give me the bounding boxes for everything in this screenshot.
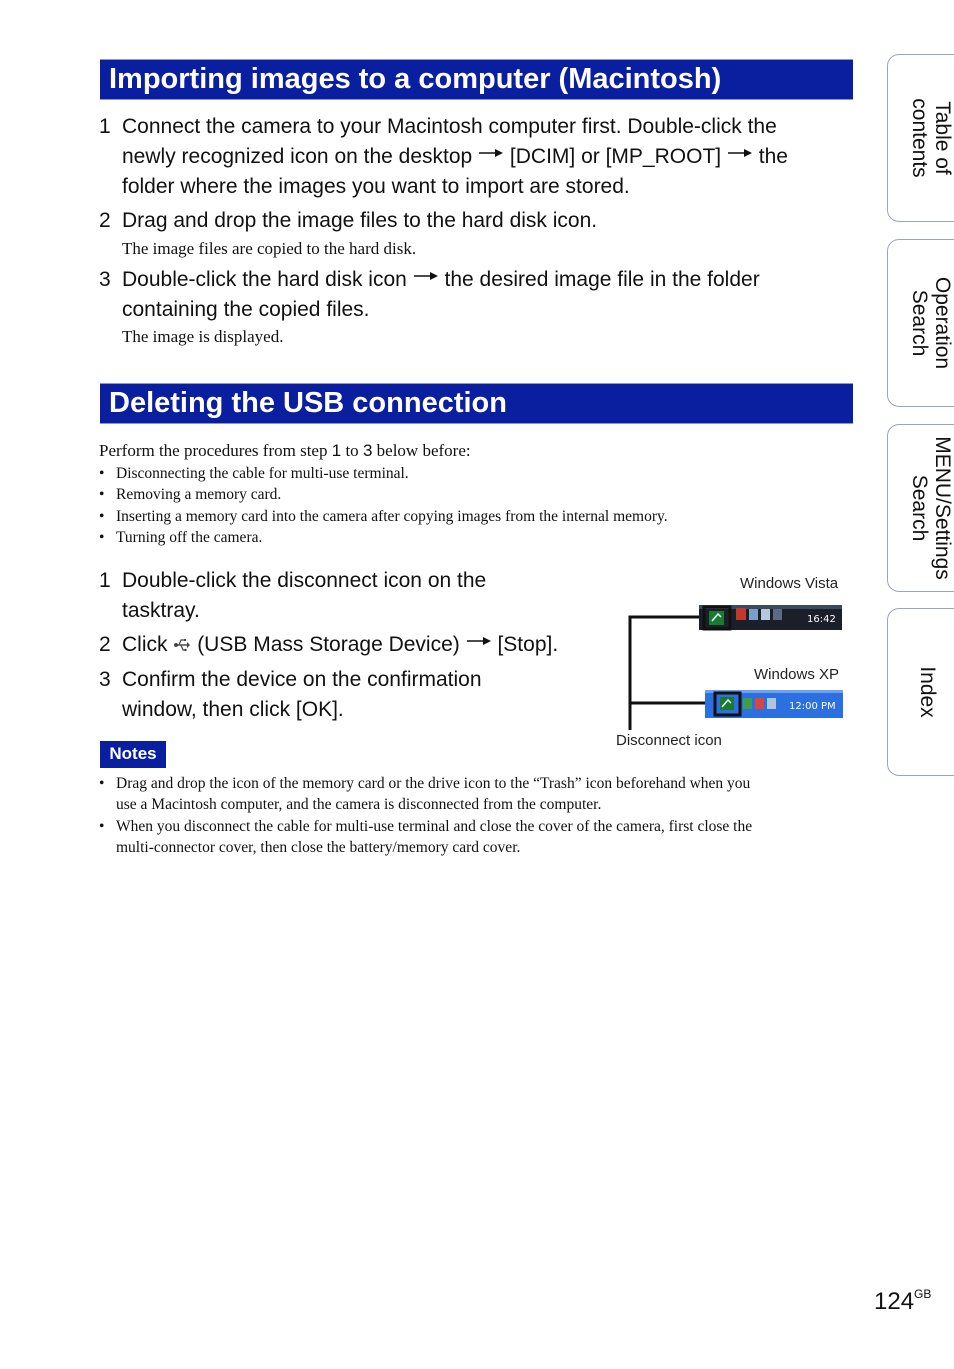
disconnect-icon [709,611,724,625]
step-text: the desired image file in the folder [444,268,760,291]
step-number: 1 [99,569,111,592]
windows-vista-label: Windows Vista [740,575,839,592]
import-step-2 [99,206,859,236]
tab-label: Search [908,474,931,542]
note-item: • Drag and drop the icon of the memory card or the drive icon to the “Trash” icon beforehand when you use a Macintosh computer, and the camera is disconnected from the computer. [99,775,751,813]
bullet-text: Inserting a memory card into the camera after copying images from the internal memory. [116,508,668,525]
step-text: [DCIM] or [MP_ROOT] [509,145,722,168]
tab-label: Table of [931,101,954,175]
intro-part: to [341,441,363,460]
tab-label: contents [908,98,931,178]
intro-step-ref: 3 [362,441,373,460]
step-text: tasktray. [122,599,200,622]
tab-label: Operation [931,276,954,370]
usb-step-3 [99,665,599,725]
import-step-1 [99,112,859,202]
windows-xp-label: Windows XP [754,666,840,683]
intro-step-ref: 1 [331,441,342,460]
tab-index[interactable] [887,608,954,776]
disconnect-icon-label: Disconnect icon [616,732,722,749]
section-title-usb: Deleting the USB connection [100,383,853,424]
bullet-text: Turning off the camera. [116,529,263,546]
step-text: Double-click the disconnect icon on the [122,569,487,592]
step-number: 1 [99,115,111,138]
step-text: window, then click [OK]. [122,698,344,721]
step-text: Confirm the device on the confirmation [122,668,482,691]
step-text: Drag and drop the image files to the hard disk icon. [122,209,598,232]
page-number [874,1288,931,1316]
tasktray-figure [600,595,850,735]
step-note: The image is displayed. [122,327,284,346]
step-note: The image files are copied to the hard disk. [122,239,417,258]
bullet-text: Disconnecting the cable for multi-use terminal. [116,465,409,482]
list-item: • Disconnecting the cable for multi-use terminal. [99,463,839,484]
vista-clock: 16:42 [807,614,836,625]
intro-part: Perform the procedures from step [99,441,332,460]
step-number: 2 [99,633,111,656]
tab-label: MENU/Settings [931,436,954,580]
page-number-suffix: GB [914,1287,932,1301]
list-item: • Turning off the camera. [99,527,839,548]
list-item: • Removing a memory card. [99,484,839,505]
import-step-3 [99,265,859,325]
note-text: multi-connector cover, then close the battery/memory card cover. [116,839,521,856]
step-number: 3 [99,268,111,291]
notes-badge: Notes [100,741,166,768]
tab-operation-search[interactable] [887,239,954,407]
tab-label: Index [916,666,939,718]
step-text: Click [122,633,168,656]
tab-label: Search [908,289,931,357]
right-arrow-icon [466,636,492,646]
list-item: • Inserting a memory card into the camera after copying images from the internal memory. [99,506,839,527]
usb-icon [173,636,191,654]
step-text: Double-click the hard disk icon [122,268,407,291]
step-text: (USB Mass Storage Device) [197,633,460,656]
right-arrow-icon [478,148,504,158]
step-text: containing the copied files. [122,298,370,321]
usb-step-2 [99,630,599,660]
right-arrow-icon [727,148,753,158]
step-text: Connect the camera to your Macintosh computer first. Double-click the [122,115,777,138]
right-arrow-icon [413,271,439,281]
tab-table-of-contents[interactable] [887,54,954,222]
step-text: [Stop]. [497,633,559,656]
note-item: • When you disconnect the cable for multi-use terminal and close the cover of the camera, first close the multi-connector cover, then close the battery/memory card cover. [99,818,753,856]
step-number: 2 [99,209,111,232]
step-text: folder where the images you want to import are stored. [122,175,630,198]
step-text: the [758,145,788,168]
intro-text [99,440,799,462]
intro-part: below before: [372,441,471,460]
tab-menu-settings-search[interactable] [887,424,954,592]
note-text: use a Macintosh computer, and the camera is disconnected from the computer. [116,796,602,813]
bullet-text: Removing a memory card. [116,486,282,503]
step-text: newly recognized icon on the desktop [122,145,473,168]
note-text: Drag and drop the icon of the memory card or the drive icon to the “Trash” icon beforehand when you [116,775,751,792]
disconnect-icon [720,697,734,710]
usb-step-1 [99,566,599,626]
note-text: When you disconnect the cable for multi-use terminal and close the cover of the camera, first close the [116,818,753,835]
page-number-value: 124 [874,1288,915,1315]
step-number: 3 [99,668,111,691]
section-title-import: Importing images to a computer (Macintosh) [100,59,853,100]
xp-clock: 12:00 PM [789,701,836,712]
